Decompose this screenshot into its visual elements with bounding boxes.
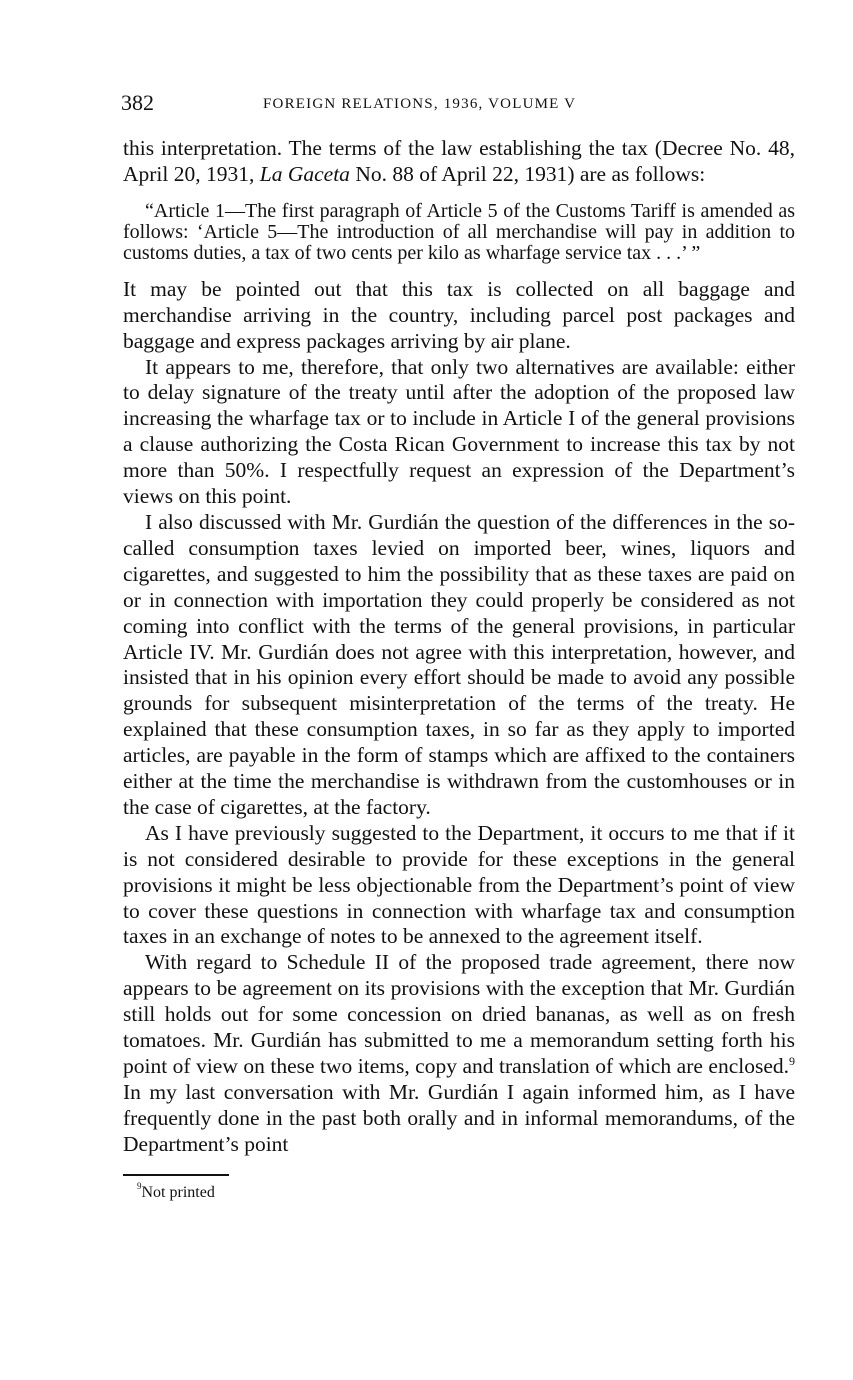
paragraph-5: As I have previously suggested to the Department, it occurs to me that if it is not considered desirable to provide for these exceptions in the general provisions it might be less objectionable from the Department’s point of view to cover these questions in connection with wharfage tax and consumption taxes in an exchange of notes to be annexed to the agreement itself. <box>123 820 795 949</box>
footnote-text: Not printed <box>141 1183 215 1201</box>
paragraph-6: With regard to Schedule II of the proposed trade agreement, there now appears to be agreement on its provisions with the exception that Mr. Gurdián still holds out for some concession on dried bananas, as well as on fresh tomatoes. Mr. Gurdián has submitted to me a memorandum setting forth his point of view on these two items, copy and translation of which are enclosed.$^9$ In my last conversation with Mr. Gurdián I again informed him, as I have frequently done in the past both orally and in informal memorandums, of the Department’s point <box>123 950 795 1156</box>
running-head: FOREIGN RELATIONS, 1936, VOLUME V <box>263 96 577 112</box>
paragraph-4: I also discussed with Mr. Gurdián the question of the differences in the so-called consumption taxes levied on imported beer, wines, liquors and cigarettes, and suggested to him the possibility that as these taxes are paid on or in connection with importation they could properly be considered as not coming into conflict with the terms of the general provisions, in particular Article IV. Mr. Gurdián does not agree with this interpretation, however, and insisted that in his opinion every effort should be made to avoid any possible grounds for subsequent misinterpretation of the terms of the treaty. He explained that these consumption taxes, in so far as they apply to imported articles, are payable in the form of stamps which are affixed to the containers either at the time the merchandise is withdrawn from the customhouses or in the case of cigarettes, at the factory. <box>123 509 795 819</box>
paragraph-3: It appears to me, therefore, that only two alternatives are available: either to delay signature of the treaty until after the adoption of the proposed law increasing the wharfage tax or to include in Article I of the general provisions a clause authorizing the Costa Rican Government to increase this tax by not more than 50%. I respectfully request an expression of the Department’s views on this point. <box>123 354 795 509</box>
document-page <box>123 88 795 1202</box>
paragraph-1: this interpretation. The terms of the law establishing the tax (Decree No. 48, April 20, 1931, La Gaceta No. 88 of April 22, 1931) are as follows: <box>123 136 795 186</box>
footnote-divider <box>123 1174 229 1176</box>
footnote <box>123 1180 795 1202</box>
page-header <box>123 88 795 122</box>
page-number: 382 <box>121 90 154 115</box>
paragraph-2: It may be pointed out that this tax is collected on all baggage and merchandise arriving in the country, including parcel post packages and baggage and express packages arriving by air plane. <box>123 276 795 353</box>
footnote-reference[interactable]: 9 <box>789 1054 795 1068</box>
block-quote: “Article 1—The first paragraph of Article 5 of the Customs Tariff is amended as follows: ‘Article 5—The introduction of all merchandise will pay in addition to customs duties, a tax of two cents per kilo as wharfage service tax . . .’ ” <box>123 199 795 264</box>
footnote-marker: 9 <box>137 1180 142 1191</box>
newspaper-title: La Gaceta <box>259 161 350 186</box>
